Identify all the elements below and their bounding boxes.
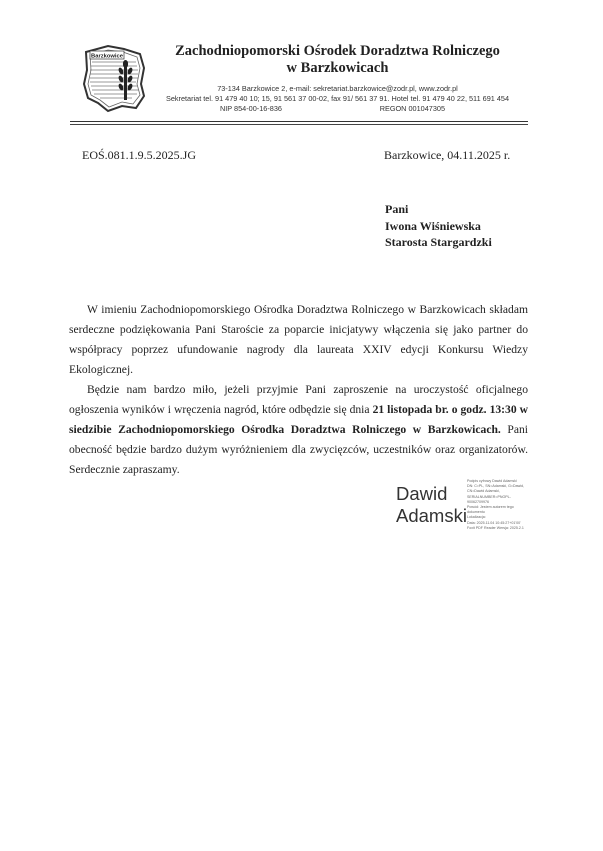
logo-graphic <box>78 40 154 116</box>
letter-date: Barzkowice, 04.11.2025 r. <box>384 148 511 162</box>
organization-logo <box>78 40 154 116</box>
addressee-block <box>385 201 492 251</box>
organization-contact <box>160 84 515 114</box>
registration-ids <box>160 104 515 114</box>
logo-text: Barzkowice <box>91 53 123 60</box>
recipient-name: Iwona Wiśniewska <box>385 218 481 233</box>
header-divider <box>70 121 528 122</box>
signature-detail-line: Powód: Jestem autorem tego <box>467 505 514 510</box>
signature-last-name: Adamski <box>396 505 467 526</box>
letter-body <box>69 300 528 480</box>
recipient-title: Starosta Stargardzki <box>385 235 492 249</box>
org-name-line2: w Barzkowicach <box>286 60 389 76</box>
signature-detail-line: Podpis cyfrowy Dawid Adamski <box>467 479 517 483</box>
paragraph-2-text-b: Pani obecność będzie bardzo dużym wyróżnieniem dla zwycięzców, uczestników oraz organizatorów. Serdecznie zapraszamy. <box>69 423 528 476</box>
paragraph-1: W imieniu Zachodniopomorskiego Ośrodka Doradztwa Rolniczego w Barzkowicach składam serdeczne podziękowania Pani Staroście za poparcie inicjatywy włączenia się jako partner do współpracy poprzez ufundowanie nagrody dla laureata XXIV edycji Konkursu Wiedzy Ekologicznej. <box>69 303 528 376</box>
digital-signature-name <box>396 483 467 527</box>
digital-signature-details <box>467 479 547 531</box>
organization-name <box>160 43 515 77</box>
salutation: Pani <box>385 202 409 216</box>
signature-detail-line: dokumentu <box>467 510 485 515</box>
address-line: 73-134 Barzkowice 2, e-mail: sekretariat.barzkowice@zodr.pl, www.zodr.pl <box>217 84 458 93</box>
header-divider-thin <box>70 124 528 125</box>
org-name-line1: Zachodniopomorski Ośrodek Doradztwa Rolniczego <box>175 43 500 59</box>
phone-line: Sekretariat tel. 91 479 40 10; 15, 91 561 37 00-02, fax 91/ 561 37 91. Hotel tel. 91 479 40 22, 511 691 454 <box>165 94 510 103</box>
signature-detail-line: SERIALNUMBER=PNOPL- <box>467 494 511 499</box>
letter-reference: EOŚ.081.1.9.5.2025.JG <box>82 148 197 162</box>
paragraph-2-text-a: Będzie nam bardzo miło, jeżeli przyjmie Pani zaproszenie na uroczystość oficjalnego ogłoszenia wyników i wręczenia nagród, które odbędzie się dnia <box>69 383 528 416</box>
signature-detail-line: Lokalizacja: <box>467 515 486 520</box>
signature-detail-line: Data: 2025.11.04 10:45:27+01'00' <box>467 520 521 525</box>
signature-detail-line: 90062709976 <box>467 499 489 504</box>
nip-number: NIP 854-00-16-836 <box>220 104 282 113</box>
signature-detail-line: CN=Dawid Adamski, <box>467 489 500 494</box>
paragraph-2 <box>69 380 528 480</box>
event-details: 21 listopada br. o godz. 13:30 w siedzibie Zachodniopomorskiego Ośrodka Doradztwa Rolniczego w Barzkowicach. <box>69 403 528 436</box>
signature-detail-line: Foxit PDF Reader Wersja: 2025.2.1 <box>467 525 524 530</box>
signature-first-name: Dawid <box>396 483 448 504</box>
regon-number: REGON 001047305 <box>379 104 445 113</box>
signature-detail-line: DN: C=PL, SN=Adamski, G=Dawid, <box>467 484 525 489</box>
